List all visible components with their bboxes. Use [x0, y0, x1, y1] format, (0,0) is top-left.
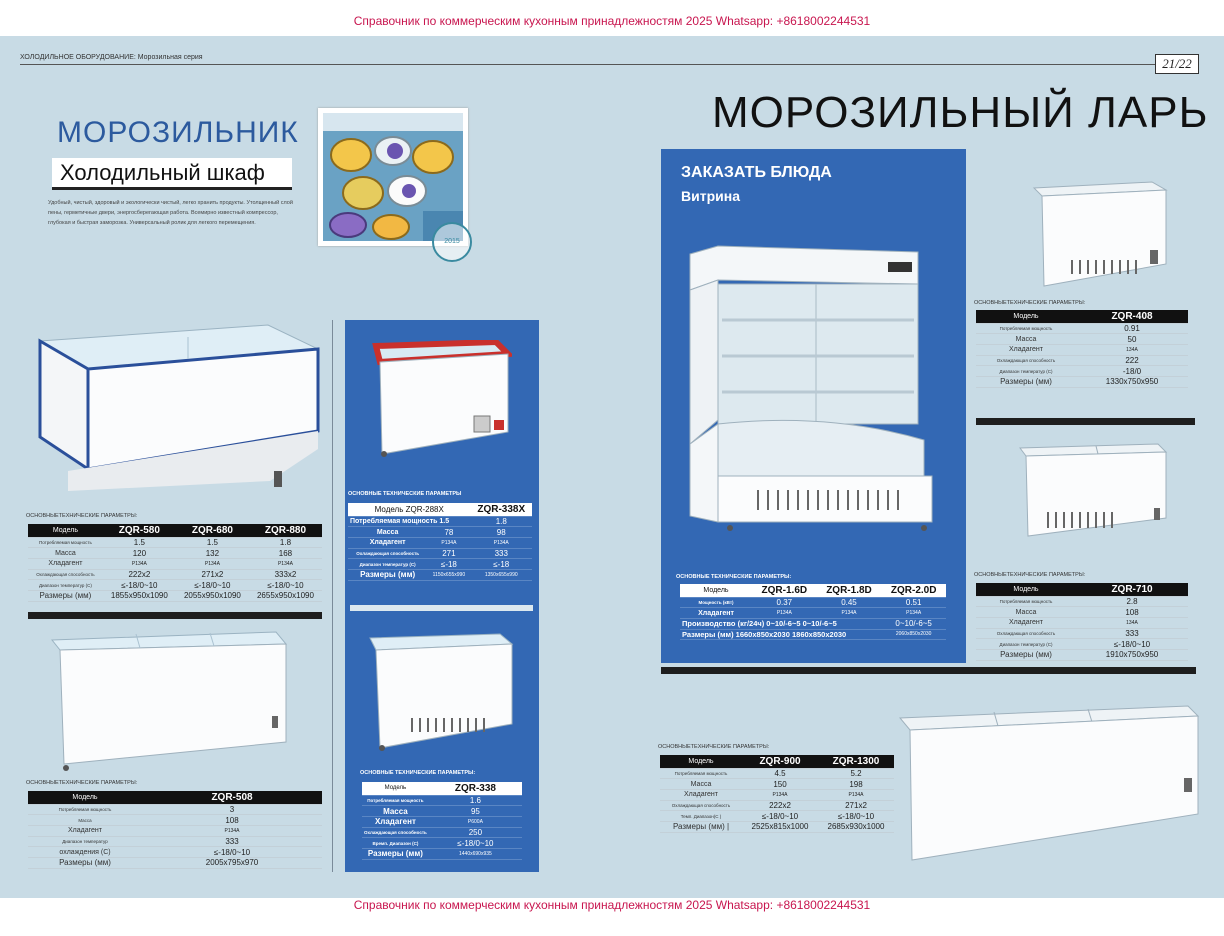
top-banner: Справочник по коммерческим кухонным принадлежностям 2025 Whatsapp: +8618002244531 [353, 14, 871, 28]
cell: P600A [429, 816, 522, 827]
spec-table-zqr-900 [660, 755, 894, 833]
cell: P134A [142, 825, 322, 836]
page-number: 21/22 [1155, 54, 1199, 74]
cell: 0.91 [1076, 323, 1188, 334]
row-label: Масса [28, 548, 103, 559]
showcase-title: ЗАКАЗАТЬ БЛЮДА [681, 164, 832, 181]
th-zqr-680: ZQR-680 [176, 524, 249, 537]
cell: 198 [818, 779, 894, 790]
spec-caption: ОСНОВНЫЕТЕХНИЧЕСКИЕ ПАРАМЕТРЫ: [26, 513, 138, 519]
row-label: Размеры (мм) 1660x850x2030 1860x850x2030 [680, 629, 881, 640]
cell: 2.8 [1076, 596, 1188, 607]
cell: 1.8 [471, 516, 532, 527]
header-rule [20, 64, 1158, 65]
chest-freezer-408-image [1032, 180, 1168, 292]
table-row [976, 355, 1188, 366]
cell: 2060x850x2030 [881, 629, 946, 640]
cell: 222x2 [742, 800, 818, 811]
cell: P134A [752, 608, 817, 619]
th-zqr-900: ZQR-900 [742, 755, 818, 768]
table-row [976, 344, 1188, 355]
table-row [362, 838, 522, 849]
spec-caption: ОСНОВНЫЕТЕХНИЧЕСКИЕ ПАРАМЕТРЫ: [974, 300, 1086, 306]
cell: ≤-18/0~10 [176, 580, 249, 591]
table-row [28, 847, 322, 858]
row-label: Масса [362, 806, 429, 817]
cell: 168 [249, 548, 322, 559]
row-label: Масса [660, 779, 742, 790]
cell: 222 [1076, 355, 1188, 366]
table-row [348, 569, 532, 580]
cell: P134A [176, 558, 249, 569]
th-model: Модель [976, 310, 1076, 323]
cell: P134A [817, 608, 882, 619]
chest-freezer-710-image [1018, 442, 1168, 538]
cell: 1.8 [249, 537, 322, 548]
intro-description: Удобный, чистый, здоровый и экологически чистый, легко хранить продукты. Утолщенный слой пены, герметичные двери, энергосберегающая работа. Всемирно известный компрессор, глубокая и быстрая заморозка. Универсальный ролик для легкого перемещения. [48, 200, 293, 226]
cell: 108 [142, 815, 322, 826]
chest-freezer-508-image [50, 630, 290, 772]
display-showcase-image [688, 244, 934, 534]
cell: ≤-18/0~10 [742, 811, 818, 822]
th-model: Модель [28, 791, 142, 804]
cell: P134A [103, 558, 176, 569]
cell: ≤-18/0~10 [103, 580, 176, 591]
th-zqr-338: ZQR-338 [429, 782, 522, 795]
cell: 134A [1076, 344, 1188, 355]
divider-bar [28, 612, 322, 619]
table-row [28, 580, 322, 591]
row-label: Хладагент [976, 344, 1076, 355]
table-row [976, 366, 1188, 377]
table-row [348, 527, 532, 538]
cell: 5.2 [818, 768, 894, 779]
th-zqr-1300: ZQR-1300 [818, 755, 894, 768]
spec-caption: ОСНОВНЫЕТЕХНИЧЕСКИЕ ПАРАМЕТРЫ: [658, 744, 770, 750]
cell: 134A [1076, 617, 1188, 628]
cell: 250 [429, 827, 522, 838]
chest-freezer-338-image [368, 632, 516, 752]
row-label: охлаждения (С) [28, 847, 142, 858]
cell: 3 [142, 804, 322, 815]
cell: 4.5 [742, 768, 818, 779]
cell: 1910x750x950 [1076, 649, 1188, 660]
th-zqr-338x: ZQR-338X [471, 503, 532, 516]
table-row [680, 618, 946, 629]
table-row [28, 825, 322, 836]
row-label: Хладагент [976, 617, 1076, 628]
table-row [976, 323, 1188, 334]
table-row [348, 559, 532, 570]
column-divider [332, 320, 333, 872]
cell: ≤-18/0~10 [818, 811, 894, 822]
row-label: Размеры (мм) [976, 649, 1076, 660]
cell: -18/0 [1076, 366, 1188, 377]
table-row [976, 607, 1188, 618]
table-row [28, 804, 322, 815]
cell: 108 [1076, 607, 1188, 618]
spec-caption: ОСНОВНЫЕТЕХНИЧЕСКИЕ ПАРАМЕТРЫ: [26, 780, 138, 786]
row-label: Размеры (мм) | [660, 821, 742, 832]
bottom-banner: Справочник по коммерческим кухонным принадлежностям 2025 Whatsapp: +8618002244531 [353, 898, 871, 912]
table-row [362, 795, 522, 806]
cell: P134A [818, 789, 894, 800]
spec-caption: ОСНОВНЫЕ ТЕХНИЧЕСКИЕ ПАРАМЕТРЫ: [676, 574, 792, 580]
row-label: Хладагент [28, 825, 142, 836]
red-lid-freezer-image [372, 340, 512, 458]
cell: 1150x655x990 [427, 569, 470, 580]
spec-table-zqr-408 [976, 310, 1188, 388]
cell: 2655x950x1090 [249, 590, 322, 601]
cell: 150 [742, 779, 818, 790]
th-model: Модель [680, 584, 752, 597]
table-row [28, 836, 322, 847]
row-label: Охлаждающая способность [348, 548, 427, 559]
table-row [976, 334, 1188, 345]
cell: ≤-18 [427, 559, 470, 570]
spec-table-zqr-580 [28, 524, 322, 602]
table-row [28, 590, 322, 601]
th-model: Модель [28, 524, 103, 537]
cell: 0.51 [881, 597, 946, 608]
table-row [660, 779, 894, 790]
row-label: Масса [28, 815, 142, 826]
th-model: Модель [660, 755, 742, 768]
row-label: Размеры (мм) [28, 857, 142, 868]
cell: ≤-18 [471, 559, 532, 570]
row-label: Размеры (мм) [28, 590, 103, 601]
table-row [362, 827, 522, 838]
table-row [348, 537, 532, 548]
table-row [660, 800, 894, 811]
row-label: Охлаждающая способность [660, 800, 742, 811]
table-row [28, 558, 322, 569]
table-row [976, 628, 1188, 639]
row-label: Охлаждающая способность [362, 827, 429, 838]
th-zqr-1-8d: ZQR-1.8D [817, 584, 882, 597]
row-label: Диапазон температур (С) [976, 366, 1076, 377]
spec-table-zqr-288x [348, 503, 532, 581]
cell: 2525x815x1000 [742, 821, 818, 832]
row-label: Времп. Диапазон (С) [362, 838, 429, 849]
spec-table-zqr-338 [362, 782, 522, 860]
table-row [660, 768, 894, 779]
cell: 132 [176, 548, 249, 559]
row-label: Хладагент [680, 608, 752, 619]
row-label: Хладагент [28, 558, 103, 569]
row-label: Темп. Диапазон(С ) [660, 811, 742, 822]
table-row [28, 857, 322, 868]
cell: ≤-18/0~10 [1076, 639, 1188, 650]
spec-table-zqr-710 [976, 583, 1188, 661]
th-model: Модель [362, 782, 429, 795]
table-row [680, 597, 946, 608]
table-row [680, 629, 946, 640]
row-label: Диапазон температур (С) [976, 639, 1076, 650]
table-row [28, 569, 322, 580]
stamp-postmark: 2015 [432, 222, 472, 262]
row-label: Диапазон температур [28, 836, 142, 847]
table-row [976, 617, 1188, 628]
cell: 1855x950x1090 [103, 590, 176, 601]
cell: 333x2 [249, 569, 322, 580]
row-label: Охлаждающая способность [976, 355, 1076, 366]
row-label: Диапазон температур (С) [28, 580, 103, 591]
table-row [976, 649, 1188, 660]
cell: 333 [1076, 628, 1188, 639]
cell: 1440x690x935 [429, 848, 522, 859]
table-row [976, 596, 1188, 607]
showcase-subtitle: Витрина [681, 188, 740, 204]
cell: 1.5 [176, 537, 249, 548]
cell: ≤-18/0~10 [142, 847, 322, 858]
cell: 333 [142, 836, 322, 847]
th-zqr-508: ZQR-508 [142, 791, 322, 804]
cell: 78 [427, 527, 470, 538]
th-zqr-2-0d: ZQR-2.0D [881, 584, 946, 597]
row-label: Диапазон температур (С) [348, 559, 427, 570]
cell: 1350x655x990 [471, 569, 532, 580]
cell: 2685x930x1000 [818, 821, 894, 832]
row-label: Мощность (кВт) [680, 597, 752, 608]
cell: P134A [249, 558, 322, 569]
table-row [348, 516, 532, 527]
row-label: Потребляемая мощность [28, 537, 103, 548]
divider-bar [350, 605, 533, 611]
cell: P134A [881, 608, 946, 619]
row-label: Потребляемая мощность [976, 596, 1076, 607]
row-label: Охлаждающая способность [976, 628, 1076, 639]
cell: 2005x795x970 [142, 857, 322, 868]
spec-caption: ОСНОВНЫЕ ТЕХНИЧЕСКИЕ ПАРАМЕТРЫ [348, 491, 462, 497]
cell: ≤-18/0~10 [429, 838, 522, 849]
spec-table-showcase [680, 584, 946, 640]
row-label: Охлаждающая способность [28, 569, 103, 580]
heading-freezer: МОРОЗИЛЬНИК [57, 116, 299, 149]
table-row [660, 789, 894, 800]
divider-bar [661, 667, 1196, 674]
cell: 271x2 [818, 800, 894, 811]
section-title: ХОЛОДИЛЬНОЕ ОБОРУДОВАНИЕ: Морозильная серия [20, 54, 203, 61]
row-label: Хладагент [348, 537, 427, 548]
row-label: Производство (кг/24ч) 0~10/-6~5 0~10/-6~5 [680, 618, 881, 629]
cell: 271 [427, 548, 470, 559]
table-row [976, 376, 1188, 387]
heading-chest-freezer: МОРОЗИЛЬНЫЙ ЛАРЬ [712, 88, 1209, 137]
row-label: Размеры (мм) [348, 569, 427, 580]
cell: 271x2 [176, 569, 249, 580]
th-zqr-880: ZQR-880 [249, 524, 322, 537]
table-row [348, 548, 532, 559]
cell: ≤-18/0~10 [249, 580, 322, 591]
cell: P134A [742, 789, 818, 800]
th-model-288x: Модель ZQR-288X [348, 503, 471, 516]
divider-bar [976, 418, 1195, 425]
table-row [362, 816, 522, 827]
cell: 333 [471, 548, 532, 559]
spec-caption: ОСНОВНЫЕ ТЕХНИЧЕСКИЕ ПАРАМЕТРЫ: [360, 770, 476, 776]
th-model: Модель [976, 583, 1076, 596]
cell: 95 [429, 806, 522, 817]
th-zqr-580: ZQR-580 [103, 524, 176, 537]
table-row [28, 815, 322, 826]
cell: 120 [103, 548, 176, 559]
spec-caption: ОСНОВНЫЕТЕХНИЧЕСКИЕ ПАРАМЕТРЫ: [974, 572, 1086, 578]
chest-freezer-1300-image [898, 704, 1200, 864]
row-label: Потребляемая мощность [362, 795, 429, 806]
table-row [660, 821, 894, 832]
spec-table-zqr-508 [28, 791, 322, 869]
cell: 1.5 [103, 537, 176, 548]
row-label: Потребляемая мощность [976, 323, 1076, 334]
table-row [28, 548, 322, 559]
heading-cold-cabinet: Холодильный шкаф [52, 158, 292, 190]
cell: P134A [471, 537, 532, 548]
table-row [660, 811, 894, 822]
th-zqr-710: ZQR-710 [1076, 583, 1188, 596]
cell: 50 [1076, 334, 1188, 345]
row-label: Потребляемая мощность [28, 804, 142, 815]
row-label: Потребляемая мощность 1.5 [348, 516, 471, 527]
cell: 1330x750x950 [1076, 376, 1188, 387]
row-label: Размеры (мм) [362, 848, 429, 859]
row-label: Размеры (мм) [976, 376, 1076, 387]
th-zqr-408: ZQR-408 [1076, 310, 1188, 323]
island-freezer-image [38, 321, 320, 499]
cell: P134A [427, 537, 470, 548]
cell: 1.6 [429, 795, 522, 806]
catalog-page [0, 36, 1224, 898]
cell: 2055x950x1090 [176, 590, 249, 601]
table-row [680, 608, 946, 619]
table-row [362, 848, 522, 859]
table-row [976, 639, 1188, 650]
row-label: Хладагент [362, 816, 429, 827]
cell: 222x2 [103, 569, 176, 580]
row-label: Масса [348, 527, 427, 538]
table-row [28, 537, 322, 548]
row-label: Хладагент [660, 789, 742, 800]
cell: 0~10/-6~5 [881, 618, 946, 629]
th-zqr-1-6d: ZQR-1.6D [752, 584, 817, 597]
row-label: Масса [976, 607, 1076, 618]
cell: 0.37 [752, 597, 817, 608]
row-label: Потребляемая мощность [660, 768, 742, 779]
row-label: Масса [976, 334, 1076, 345]
cell: 98 [471, 527, 532, 538]
cell: 0.45 [817, 597, 882, 608]
table-row [362, 806, 522, 817]
